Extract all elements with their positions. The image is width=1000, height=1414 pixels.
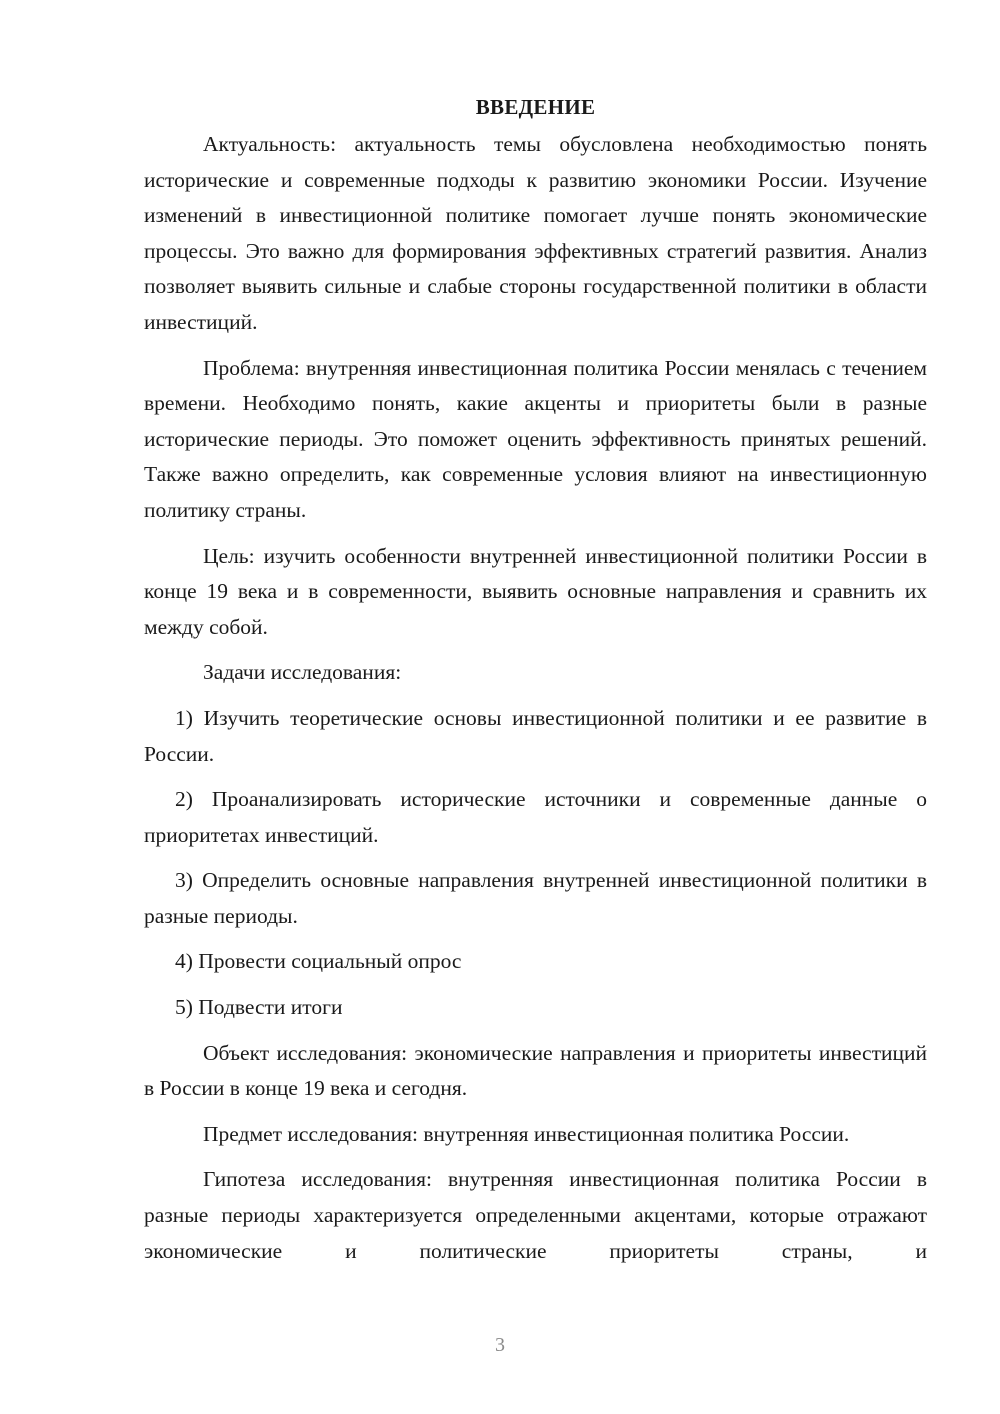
page-number: 3 xyxy=(495,1334,505,1356)
section-title: ВВЕДЕНИЕ xyxy=(475,95,596,119)
problem-paragraph: Проблема: внутренняя инвестиционная политика России менялась с течением времени. Необходимо понять, какие акценты и приоритеты были в разные исторические периоды. Это поможет оценить эффективность принятых решений. Также важно определить, как современные условия влияют на инвестиционную политику страны. xyxy=(144,355,927,522)
task-item-5: 5) Подвести итоги xyxy=(175,995,343,1020)
object-paragraph: Объект исследования: экономические направления и приоритеты инвестиций в России в конце 19 века и сегодня. xyxy=(144,1040,927,1101)
hypothesis-paragraph: Гипотеза исследования: внутренняя инвестиционная политика России в разные периоды характеризуется определенными акцентами, которые отражают экономические и политические приоритеты страны, и xyxy=(144,1167,927,1263)
task-item-2: 2) Проанализировать исторические источники и современные данные о приоритетах инвестиций. xyxy=(144,787,927,847)
goal-paragraph: Цель: изучить особенности внутренней инвестиционной политики России в конце 19 века и в современности, выявить основные направления и сравнить их между собой. xyxy=(144,543,927,639)
subject-paragraph: Предмет исследования: внутренняя инвестиционная политика России. xyxy=(203,1121,850,1146)
relevance-paragraph: Актуальность: актуальность темы обусловлена необходимостью понять исторические и современные подходы к развитию экономики России. Изучение изменений в инвестиционной политике помогает лучше понять экономические процессы. Это важно для формирования эффективных стратегий развития. Анализ позволяет выявить сильные и слабые стороны государственной политики в области инвестиций. xyxy=(144,132,927,334)
tasks-heading: Задачи исследования: xyxy=(203,660,402,685)
document-page xyxy=(144,90,927,1269)
task-item-1: 1) Изучить теоретические основы инвестиционной политики и ее развитие в России. xyxy=(144,705,927,766)
task-item-4: 4) Провести социальный опрос xyxy=(175,949,462,974)
task-item-3: 3) Определить основные направления внутренней инвестиционной политики в разные периоды. xyxy=(144,868,927,928)
